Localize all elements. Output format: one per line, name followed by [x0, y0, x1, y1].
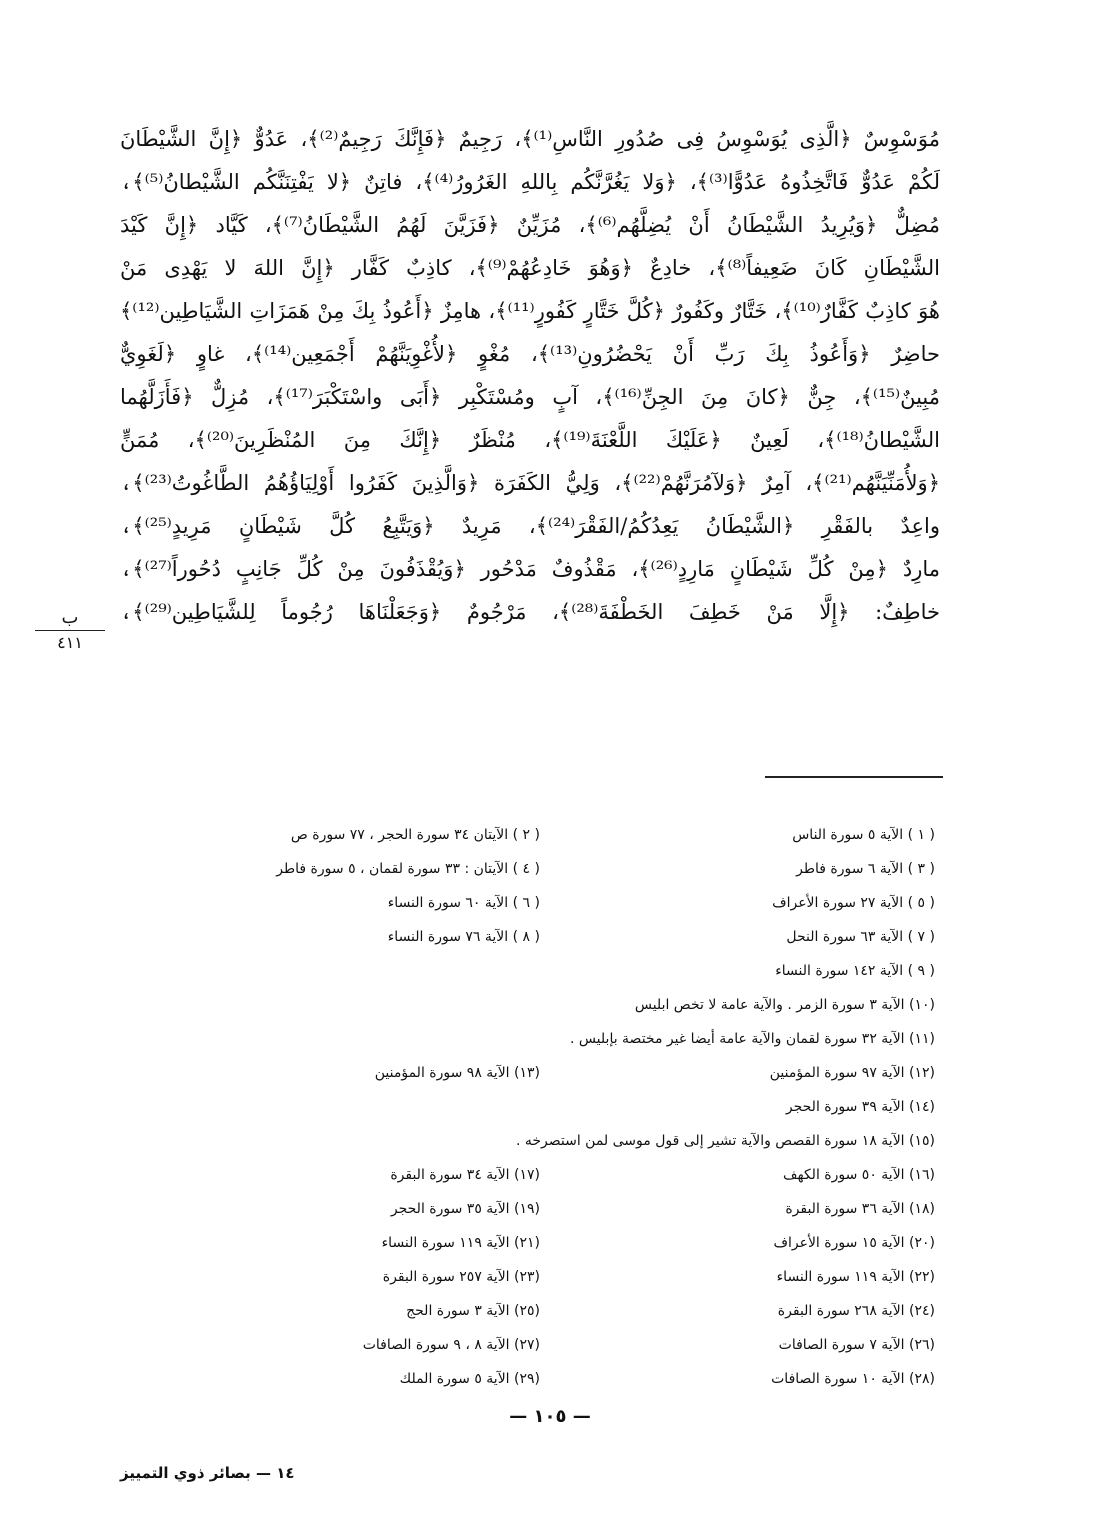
footnote: ( ٦ ) الآية ٦٠ سورة النساء [387, 895, 540, 911]
footnote: (١١) الآية ٣٢ سورة لقمان والآية عامة أيضا غير مختصة بإبليس . [569, 1031, 935, 1047]
footnote: (٢٧) الآية ٨ ، ٩ سورة الصافات [362, 1337, 540, 1353]
footnote: (٢٣) الآية ٢٥٧ سورة البقرة [382, 1269, 540, 1285]
footnote: ( ٣ ) الآية ٦ سورة فاطر [796, 861, 935, 877]
footnote: (١٠) الآية ٣ سورة الزمر . والآية عامة لا تخص ابليس [634, 997, 935, 1013]
manuscript-folio-note [30, 608, 110, 652]
footnote-row [150, 988, 935, 1022]
footnote: (٢٢) الآية ١١٩ سورة النساء [776, 1269, 935, 1285]
footnote-row [150, 818, 935, 852]
footnote-row [150, 1022, 935, 1056]
footnote-row [150, 1056, 935, 1090]
footnote: ( ٢ ) الآيتان ٣٤ سورة الحجر ، ٧٧ سورة ص [290, 827, 540, 843]
footnote-row [150, 954, 935, 988]
footnote: (٢٥) الآية ٣ سورة الحج [406, 1303, 540, 1319]
footnote: ( ٩ ) الآية ١٤٢ سورة النساء [775, 963, 935, 979]
body-line: ﴿وَلأُمَنِّيَنَّهُم⁽²¹⁾﴾، آمِرٌ ﴿وَلآمُرَنَّهُمْ⁽²²⁾﴾، وَلِيُّ الكَفَرَة ﴿وَالَّذِينَ كَفَرُوا أَوْلِيَاؤُهُمُ الطَّاغُوتُ⁽²³⁾﴾، [120, 471, 940, 495]
body-line: لَكُمْ عَدُوٌّ فَاتَّخِذُوهُ عَدُوًّا⁽³⁾﴾، ﴿وَلا يَغُرَّنَّكُم بِاللهِ الغَرُورُ⁽⁴⁾﴾، فاتِنٌ ﴿لا يَفْتِنَنَّكُم الشَّيْطانُ⁽⁵⁾﴾، [120, 170, 940, 194]
body-line: الشَّيْطَانِ كَانَ ضَعِيفاً⁽⁸⁾﴾، خادِعٌ ﴿وَهُوَ خَادِعُهُمْ⁽⁹⁾﴾، كاذِبٌ كَفَّار ﴿إِنَّ اللهَ لا يَهْدِى مَنْ [120, 256, 940, 280]
footnote: (٢٦) الآية ٧ سورة الصافات [778, 1337, 935, 1353]
footnote: (٢٤) الآية ٢٦٨ سورة البقرة [777, 1303, 935, 1319]
footnote-row [150, 1226, 935, 1260]
footnote-row [150, 1192, 935, 1226]
footnote-row [150, 1362, 935, 1396]
footnote-row [150, 1090, 935, 1124]
footnote: ( ٤ ) الآيتان : ٣٣ سورة لقمان ، ٥ سورة فاطر [276, 861, 540, 877]
footnote-row [150, 920, 935, 954]
footnote-row [150, 1124, 935, 1158]
body-line: مُبِينٌ⁽¹⁵⁾﴾، جِنٌّ ﴿كانَ مِنَ الجِنِّ⁽¹⁶⁾﴾، آبٍ ومُسْتَكْبِر ﴿أَبَى واسْتَكْبَرَ⁽¹⁷⁾﴾، مُزِلٌّ ﴿فَأَزَلَّهُما [120, 385, 940, 409]
footnote: (١٦) الآية ٥٠ سورة الكهف [783, 1167, 935, 1183]
footnote-row [150, 1294, 935, 1328]
book-title-footer: ١٤ — بصائر ذوي التمييز [120, 1464, 295, 1482]
body-line: حاضِرٌ ﴿وَأَعُوذُ بِكَ رَبِّ أَنْ يَحْضُرُونِ⁽¹³⁾﴾، مُغْوٍ ﴿لأُغْوِيَنَّهُمْ أَجْمَعِين⁽¹⁴⁾﴾، غاوٍ ﴿لَغَوِيٌّ [120, 342, 940, 366]
body-line: هُوَ كاذِبٌ كَفَّارٌ⁽¹⁰⁾﴾، خَتَّارٌ وكَفُورٌ ﴿كُلَّ خَتَّارٍ كَفُورٍ⁽¹¹⁾﴾، هامِزٌ ﴿أَعُوذُ بِكَ مِنْ هَمَزَاتِ الشَّيَاطِين⁽¹²⁾﴾ [120, 299, 940, 323]
folio-side-letter: ب [61, 607, 79, 628]
footnote: (١٩) الآية ٣٥ سورة الحجر [390, 1201, 540, 1217]
footnote-row [150, 886, 935, 920]
footnote: (١٧) الآية ٣٤ سورة البقرة [390, 1167, 540, 1183]
body-line: واعِدٌ بالفَقْرِ ﴿الشَّيْطَانُ يَعِدُكُمُ/الفَقْرَ⁽²⁴⁾﴾، مَرِيدٌ ﴿وَيَتَّبِعُ كُلَّ شَيْطَانٍ مَرِيدٍ⁽²⁵⁾﴾، [120, 514, 940, 538]
body-text [120, 118, 940, 634]
footnote: ( ٥ ) الآية ٢٧ سورة الأعراف [772, 895, 935, 911]
footnote: (١٣) الآية ٩٨ سورة المؤمنين [374, 1065, 540, 1081]
footnote: ( ٨ ) الآية ٧٦ سورة النساء [387, 929, 540, 945]
footnote: ( ٧ ) الآية ٦٣ سورة النحل [786, 929, 935, 945]
footnotes [150, 818, 935, 1396]
footnote-row [150, 1158, 935, 1192]
footnote: (١٥) الآية ١٨ سورة القصص والآية تشير إلى قول موسى لمن استصرخه . [515, 1133, 935, 1149]
page-number: — ١٠٥ — [509, 1406, 591, 1427]
body-line: مُضِلٌّ ﴿وَيُرِيدُ الشَّيْطَانُ أَنْ يُضِلَّهُم⁽⁶⁾﴾، مُزَيِّنٌ ﴿فَزَيَّنَ لَهُمُ الشَّيْطَانُ⁽⁷⁾﴾، كَيَّاد ﴿إِنَّ كَيْدَ [120, 213, 940, 237]
body-line: مُوَسْوِسٌ ﴿الَّذِى يُوَسْوِسُ فِى صُدُورِ النَّاسِ⁽¹⁾﴾، رَجِيمٌ ﴿فَإِنَّكَ رَجِيمٌ⁽²⁾﴾، عَدُوٌّ ﴿إِنَّ الشَّيْطَانَ [120, 127, 940, 151]
footnote-row [150, 852, 935, 886]
body-line: مارِدٌ ﴿مِنْ كُلِّ شَيْطَانٍ مَارِدٍ⁽²⁶⁾﴾، مَقْذُوفٌ مَدْحُور ﴿وَيُقْذَفُونَ مِنْ كُلِّ جَانِبٍ دُحُوراً⁽²⁷⁾﴾، [120, 557, 940, 581]
footnote: (١٢) الآية ٩٧ سورة المؤمنين [769, 1065, 935, 1081]
body-line: الشَّيْطانُ⁽¹⁸⁾﴾، لَعِينٌ ﴿عَلَيْكَ اللَّعْنَةَ⁽¹⁹⁾﴾، مُنْظَرٌ ﴿إِنَّكَ مِنَ المُنْظَرِينَ⁽²⁰⁾﴾، مُمَنٍّ [120, 428, 940, 452]
footnote: (٢١) الآية ١١٩ سورة النساء [381, 1235, 540, 1251]
footnote: (٢٨) الآية ١٠ سورة الصافات [771, 1371, 935, 1387]
footnote: (٢٠) الآية ١٥ سورة الأعراف [773, 1235, 935, 1251]
footnote-separator [765, 776, 943, 778]
footnote: (٢٩) الآية ٥ سورة الملك [399, 1371, 540, 1387]
footnote: ( ١ ) الآية ٥ سورة الناس [792, 827, 935, 843]
footnote: (١٤) الآية ٣٩ سورة الحجر [785, 1099, 935, 1115]
folio-number: ٤١١ [57, 633, 83, 652]
footnote-row [150, 1260, 935, 1294]
footnote-row [150, 1328, 935, 1362]
folio-divider [35, 630, 105, 631]
footnote: (١٨) الآية ٣٦ سورة البقرة [785, 1201, 935, 1217]
body-line: خاطِفٌ: ﴿إِلَّا مَنْ خَطِفَ الخَطْفَةَ⁽²⁸⁾﴾، مَرْجُومٌ ﴿وَجَعَلْنَاهَا رُجُوماً لِلشَّيَاطِين⁽²⁹⁾﴾، [120, 600, 940, 624]
